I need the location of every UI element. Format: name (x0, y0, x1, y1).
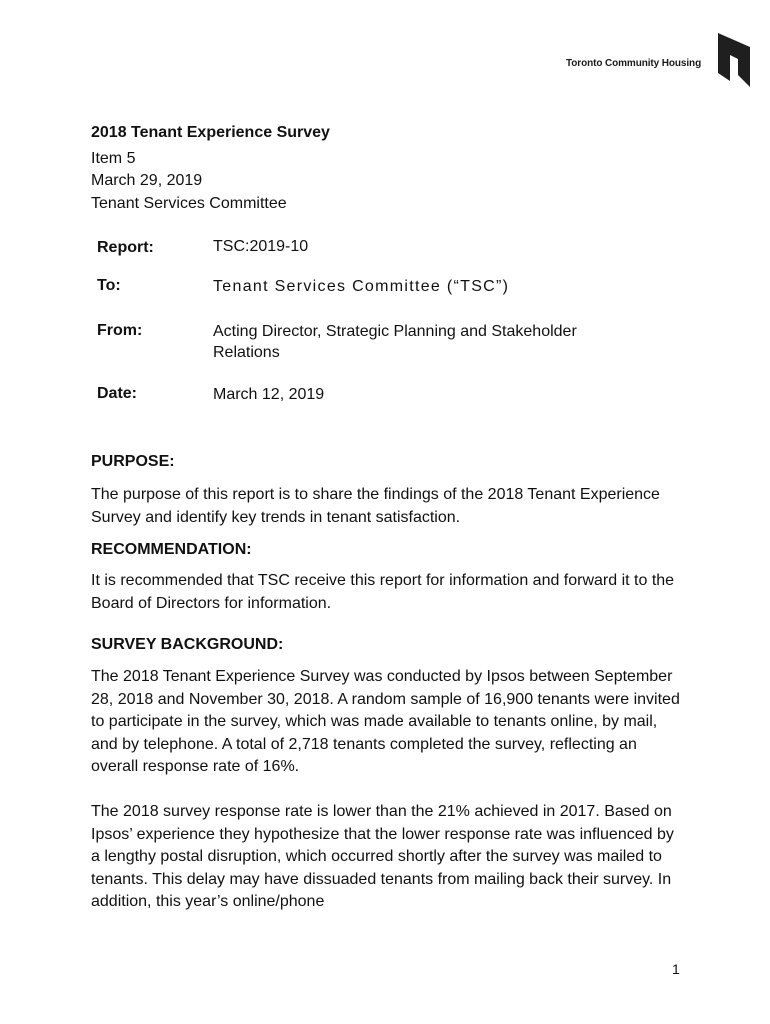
background-heading: SURVEY BACKGROUND: (91, 636, 284, 653)
report-value: TSC:2019-10 (213, 238, 309, 255)
document-title: 2018 Tenant Experience Survey (91, 124, 330, 141)
tch-logo-icon (716, 33, 752, 87)
background-paragraph-2: The 2018 survey response rate is lower than the 21% achieved in 2017. Based on Ipsos’ experience they hypothesize that the lower response rate was influenced by a lengthy postal disruption, which occurred shortly after the survey was mailed to tenants. This delay may have dissuaded tenants from mailing back their survey. In addition, this year’s online/phone (91, 803, 674, 910)
item-number: Item 5 (91, 150, 136, 167)
recommendation-heading: RECOMMENDATION: (91, 541, 252, 558)
from-label: From: (97, 322, 143, 339)
purpose-text: The purpose of this report is to share the findings of the 2018 Tenant Experience Survey and identify key trends in tenant satisfaction. (91, 486, 660, 526)
committee-name: Tenant Services Committee (91, 195, 287, 212)
org-name: Toronto Community Housing (566, 58, 702, 69)
page-number: 1 (672, 961, 680, 977)
purpose-heading: PURPOSE: (91, 453, 175, 470)
date-label: Date: (97, 385, 138, 402)
report-label: Report: (97, 239, 154, 256)
to-value: Tenant Services Committee (“TSC”) (213, 278, 510, 295)
date-value: March 12, 2019 (213, 386, 325, 403)
background-paragraph-1: The 2018 Tenant Experience Survey was conducted by Ipsos between September 28, 2018 and November 30, 2018. A random sample of 16,900 tenants were invited to participate in the survey, which was made available to tenants online, by mail, and by telephone. A total of 2,718 tenants completed the survey, reflecting an overall response rate of 16%. (91, 668, 680, 775)
from-value: Acting Director, Strategic Planning and Stakeholder Relations (213, 323, 577, 361)
to-label: To: (97, 277, 121, 294)
meeting-date: March 29, 2019 (91, 172, 203, 189)
recommendation-text: It is recommended that TSC receive this report for information and forward it to the Board of Directors for information. (91, 572, 675, 612)
